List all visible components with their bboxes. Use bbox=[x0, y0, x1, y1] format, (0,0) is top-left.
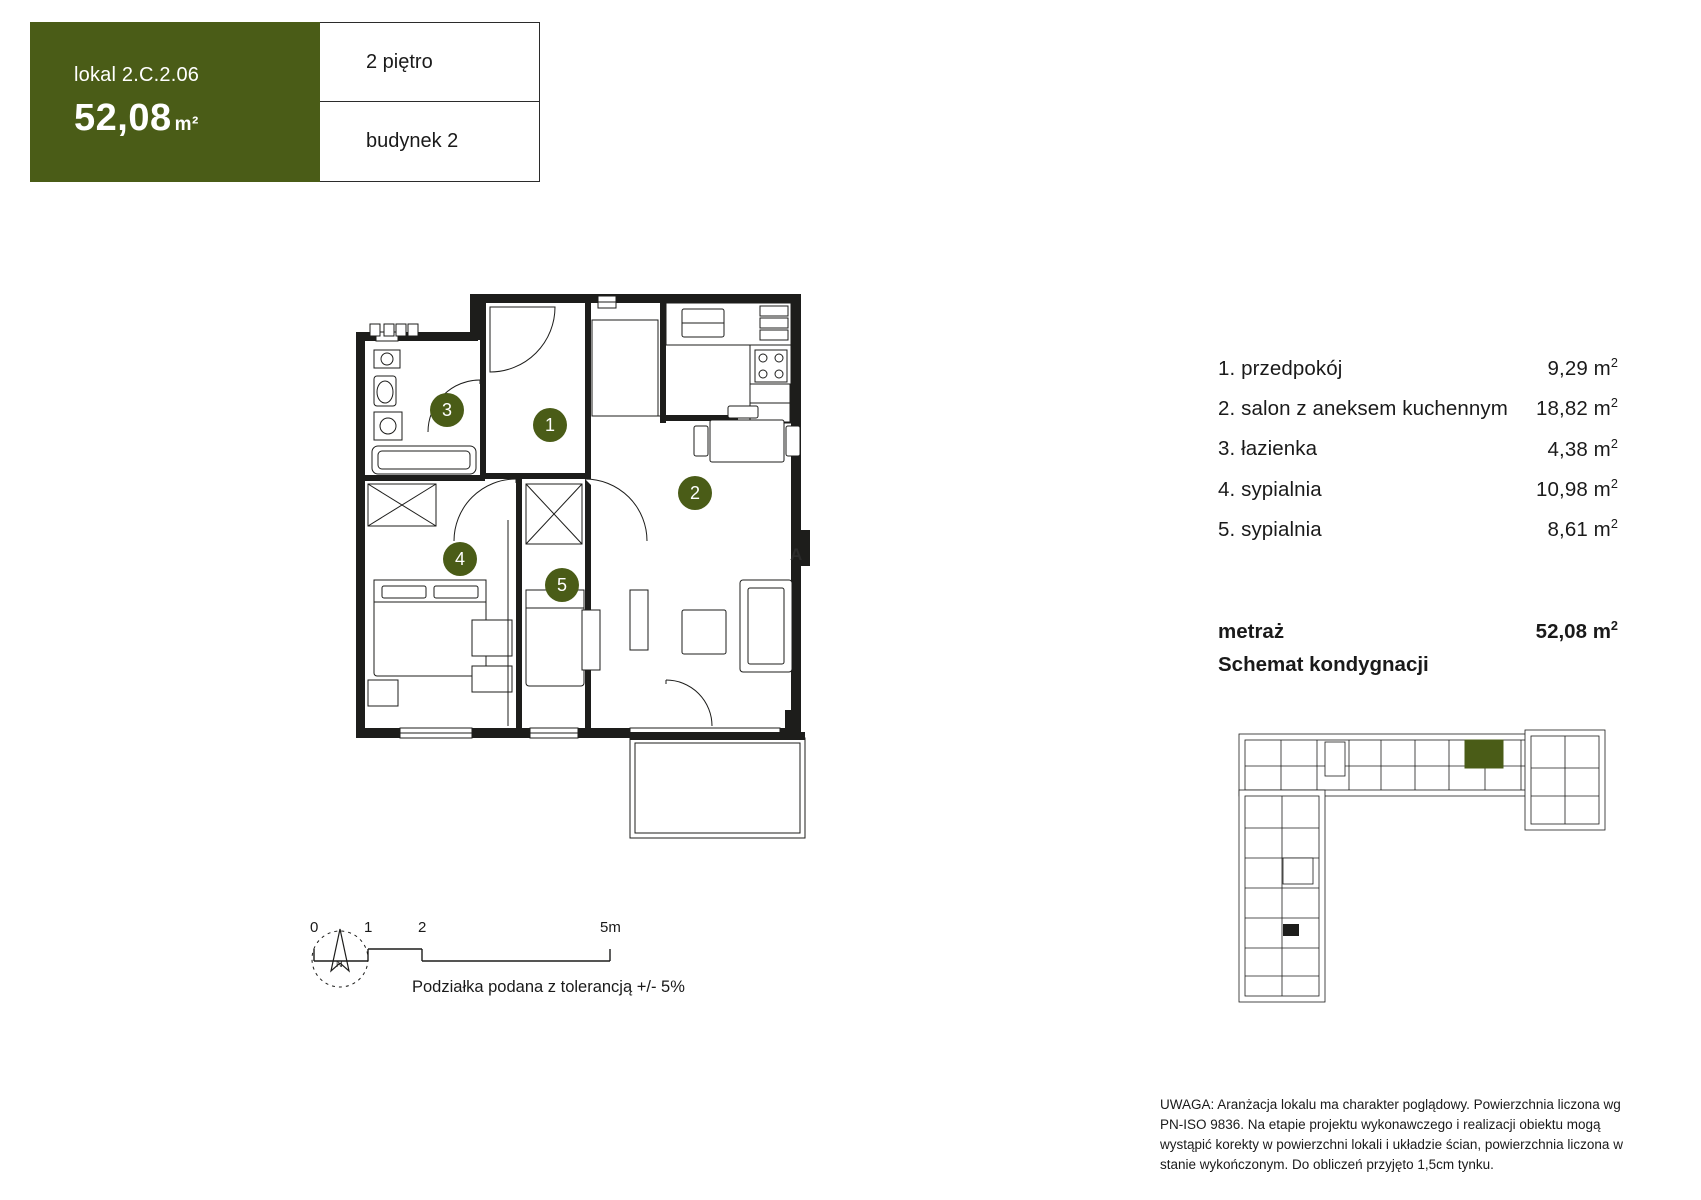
apartment-area-value: 52,08 bbox=[74, 97, 172, 139]
legend-room-name: 1. przedpokój bbox=[1218, 356, 1343, 380]
keyplan-title: Schemat kondygnacji bbox=[1218, 652, 1429, 676]
room-marker-2: 2 bbox=[678, 476, 712, 510]
legend-room-name: 3. łazienka bbox=[1218, 437, 1318, 461]
legend-room-area-value: 9,29 bbox=[1547, 356, 1588, 380]
scale-tolerance-note: Podziałka podana z tolerancją +/- 5% bbox=[412, 978, 685, 996]
legend-room-area: 18,82 $m^2$ bbox=[1536, 395, 1618, 421]
building-cell: budynek 2 bbox=[366, 130, 459, 152]
apartment-location-table bbox=[320, 22, 540, 182]
scale-tick-1: 1 bbox=[364, 919, 373, 936]
legend-room-area: 8,61 $m^2$ bbox=[1547, 516, 1618, 542]
legend-room-area-value: 8,61 bbox=[1547, 518, 1588, 542]
total-area-value-group: 52,08 $m^2$ bbox=[1535, 618, 1618, 643]
legend-row bbox=[1218, 476, 1618, 502]
legend-room-area-value: 10,98 bbox=[1536, 477, 1588, 501]
legend-room-area-value: 4,38 bbox=[1547, 437, 1588, 461]
scale-tick-0: 0 bbox=[310, 919, 319, 936]
total-area-row bbox=[1218, 618, 1618, 644]
room-marker-4: 4 bbox=[443, 542, 477, 576]
scale-tick-end: 5m bbox=[600, 919, 621, 936]
legend-room-area-unit: m bbox=[1593, 397, 1611, 421]
legend-room-area-unit: m bbox=[1593, 477, 1611, 501]
total-area-unit: m bbox=[1592, 619, 1611, 643]
legend-row bbox=[1218, 436, 1618, 462]
floor-plan-drawing bbox=[330, 280, 870, 850]
legend-room-name: 4. sypialnia bbox=[1218, 477, 1322, 501]
floor-cell: 2 piętro bbox=[320, 23, 539, 102]
scale-tick-2: 2 bbox=[418, 919, 427, 936]
room-legend bbox=[1218, 355, 1618, 557]
apartment-code: lokal 2.C.2.06 bbox=[74, 64, 200, 86]
total-area-value: 52,08 bbox=[1535, 619, 1587, 643]
total-area-label: metraż bbox=[1218, 619, 1285, 643]
apartment-area-unit: m² bbox=[174, 114, 199, 135]
legend-room-area-unit: m bbox=[1593, 518, 1611, 542]
room-marker-1: 1 bbox=[533, 408, 567, 442]
totals-block bbox=[1218, 618, 1618, 677]
legend-row bbox=[1218, 516, 1618, 542]
svg-text:N: N bbox=[336, 959, 343, 969]
room-marker-5: 5 bbox=[545, 568, 579, 602]
apartment-area bbox=[74, 97, 320, 140]
legend-room-area: 9,29 $m^2$ bbox=[1547, 355, 1618, 380]
floor-key-plan bbox=[1225, 728, 1615, 1018]
apartment-header-badge bbox=[30, 22, 540, 182]
legend-room-name: 5. sypialnia bbox=[1218, 518, 1322, 542]
legend-room-area: 4,38 $m^2$ bbox=[1547, 435, 1618, 461]
legend-room-area-unit: m bbox=[1593, 437, 1611, 461]
disclaimer-note: UWAGA: Aranżacja lokalu ma charakter poglądowy. Powierzchnia liczona wg PN-ISO 9836. Na etapie projektu wykonawczego i realizacji obiektu mogą wystąpić korekty w powierzchni lokali i układzie ścian, powierzchnia liczona w stanie wykończonym. Do obliczeń przyjęto 1,5cm tynku. bbox=[1160, 1097, 1623, 1172]
direction-letter-a: A bbox=[790, 545, 803, 564]
legend-room-name: 2. salon z aneksem kuchennym bbox=[1218, 397, 1508, 421]
apartment-summary bbox=[30, 22, 320, 182]
legend-row bbox=[1218, 395, 1618, 421]
legend-room-area-unit: m bbox=[1593, 356, 1611, 380]
room-marker-3: 3 bbox=[430, 393, 464, 427]
legend-room-area: 10,98 $m^2$ bbox=[1536, 475, 1618, 501]
legend-room-area-value: 18,82 bbox=[1536, 397, 1588, 421]
legend-row bbox=[1218, 355, 1618, 381]
floor-plan bbox=[330, 280, 870, 850]
keyplan-highlighted-unit bbox=[1465, 740, 1503, 768]
